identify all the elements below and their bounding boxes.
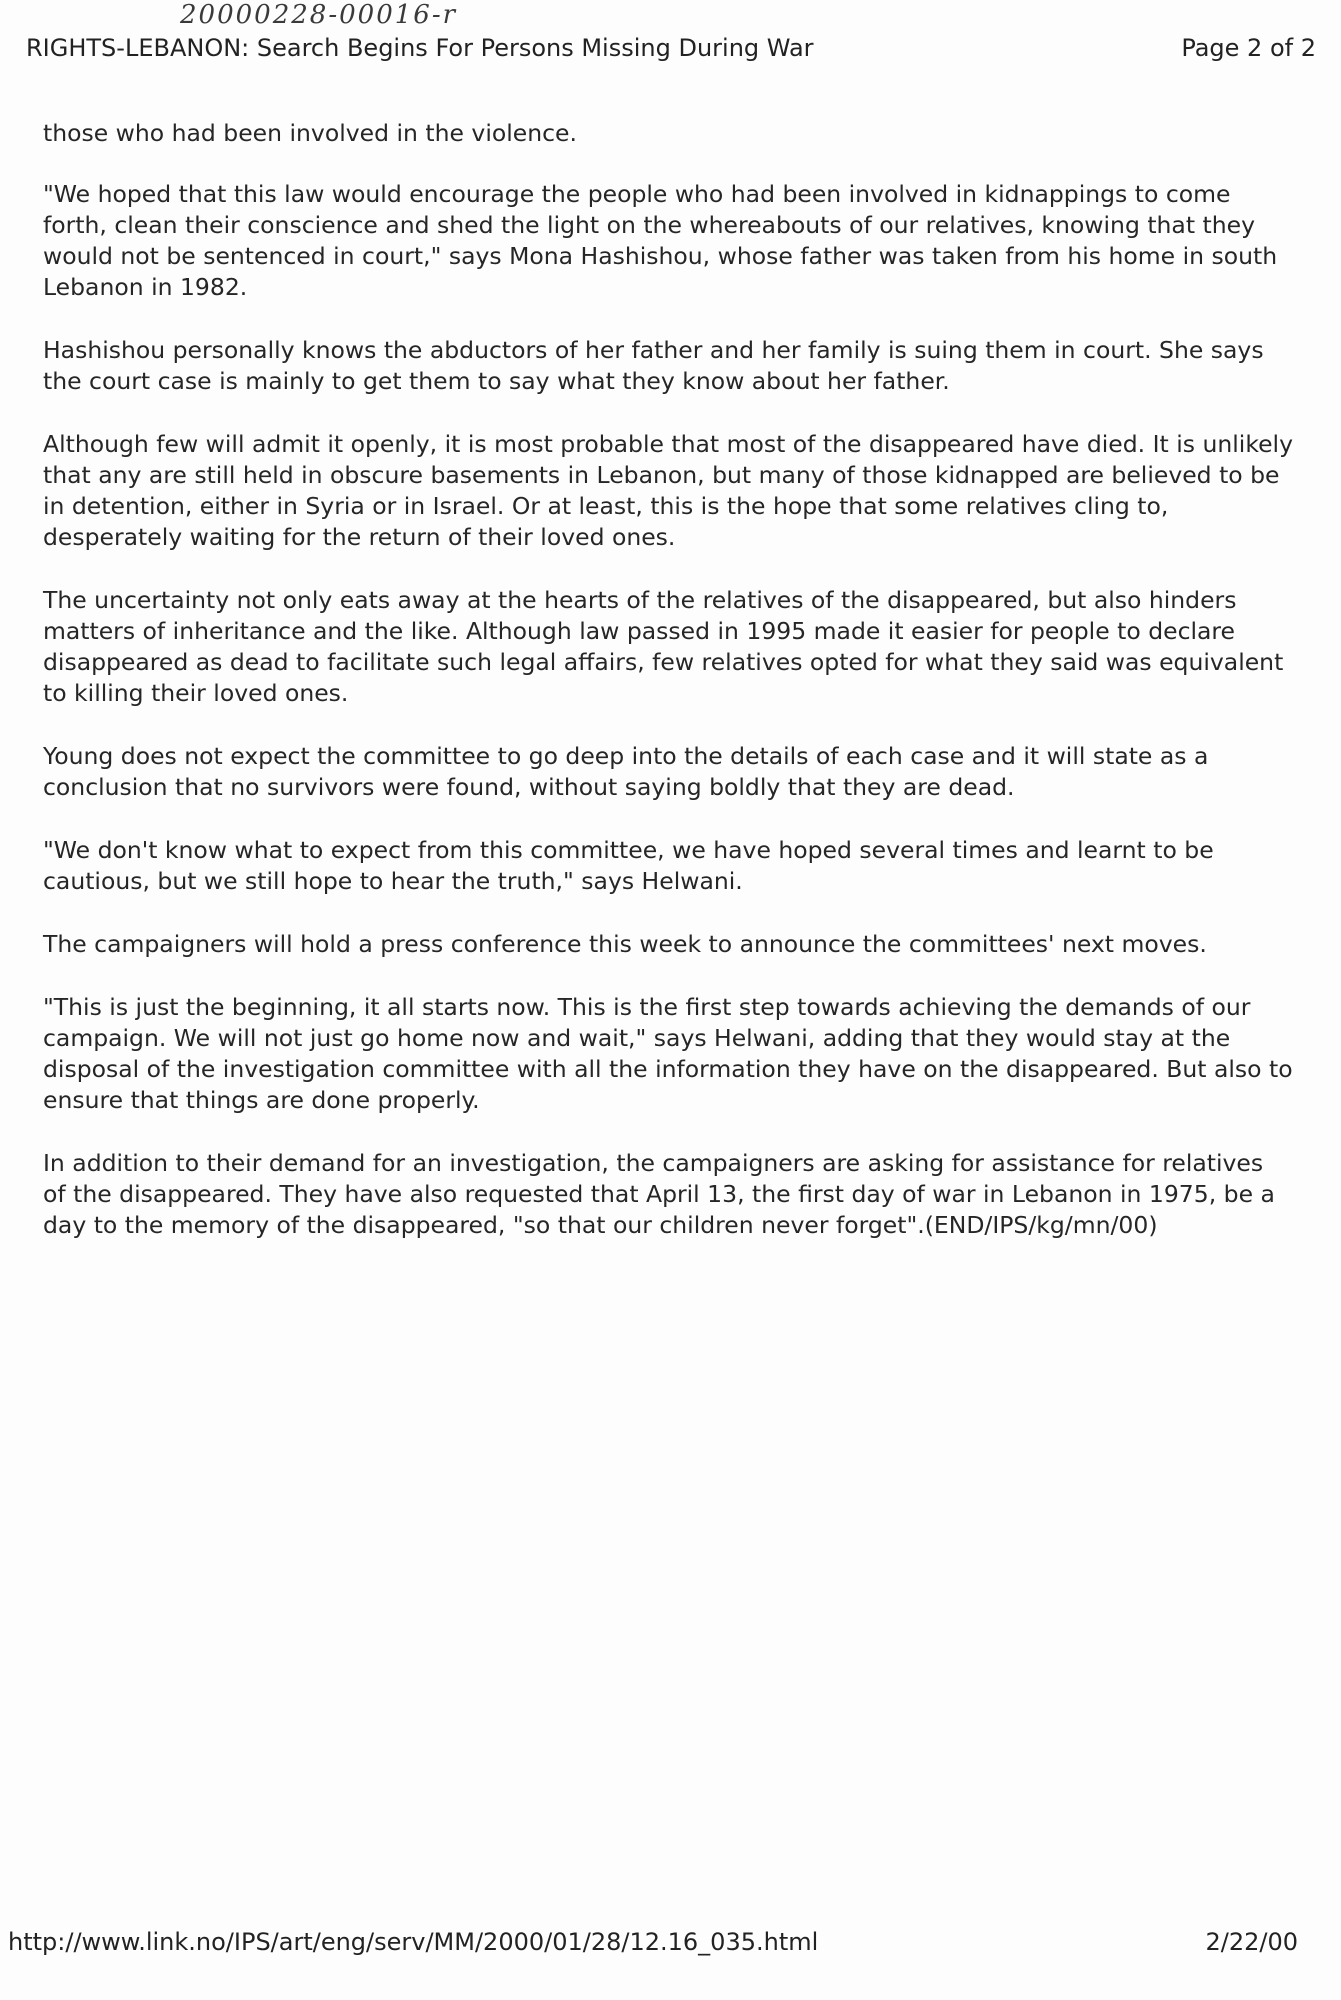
paragraph: Young does not expect the committee to go deep into the details of each case and it will state as a conclusion that no survivors were found, without saying boldly that they are dead. — [43, 742, 1209, 801]
page-header — [26, 34, 1316, 66]
handwritten-annotation: 20000228-00016-r — [180, 0, 458, 30]
paragraph: The campaigners will hold a press conference this week to announce the committees' next moves. — [43, 930, 1207, 958]
print-date: 2/22/00 — [1205, 1928, 1298, 1956]
paragraph: In addition to their demand for an investigation, the campaigners are asking for assistance for relatives of the disappeared. They have also requested that April 13, the first day of war in Lebanon in 1975, be a day to the memory of the disappeared, "so that our children never forget".(END/IPS/kg/mn/00) — [43, 1149, 1275, 1239]
article-body — [43, 118, 1293, 1273]
source-url: http://www.link.no/IPS/art/eng/serv/MM/2000/01/28/12.16_035.html — [8, 1928, 819, 1956]
page-footer — [8, 1928, 1298, 1960]
paragraph: Although few will admit it openly, it is most probable that most of the disappeared have died. It is unlikely that any are still held in obscure basements in Lebanon, but many of those kidnapped are believed to be in detention, either in Syria or in Israel. Or at least, this is the hope that some relatives cling to, desperately waiting for the return of their loved ones. — [43, 430, 1293, 551]
article-title: RIGHTS-LEBANON: Search Begins For Persons Missing During War — [26, 34, 814, 62]
paragraph: "We don't know what to expect from this committee, we have hoped several times and learnt to be cautious, but we still hope to hear the truth," says Helwani. — [43, 836, 1214, 895]
paragraph: "We hoped that this law would encourage the people who had been involved in kidnappings to come forth, clean their conscience and shed the light on the whereabouts of our relatives, knowing that they would not be sentenced in court," says Mona Hashishou, whose father was taken from his home in south Lebanon in 1982. — [43, 180, 1278, 301]
page-indicator: Page 2 of 2 — [1181, 34, 1316, 62]
paragraph: those who had been involved in the violence. — [43, 119, 577, 147]
paragraph: "This is just the beginning, it all starts now. This is the first step towards achieving the demands of our campaign. We will not just go home now and wait," says Helwani, adding that they would stay at the disposal of the investigation committee with all the information they have on the disappeared. But also to ensure that things are done properly. — [43, 993, 1293, 1114]
paragraph: The uncertainty not only eats away at the hearts of the relatives of the disappeared, but also hinders matters of inheritance and the like. Although law passed in 1995 made it easier for people to declare disappeared as dead to facilitate such legal affairs, few relatives opted for what they said was equivalent to killing their loved ones. — [43, 586, 1284, 707]
paragraph: Hashishou personally knows the abductors of her father and her family is suing them in court. She says the court case is mainly to get them to say what they know about her father. — [43, 336, 1264, 395]
